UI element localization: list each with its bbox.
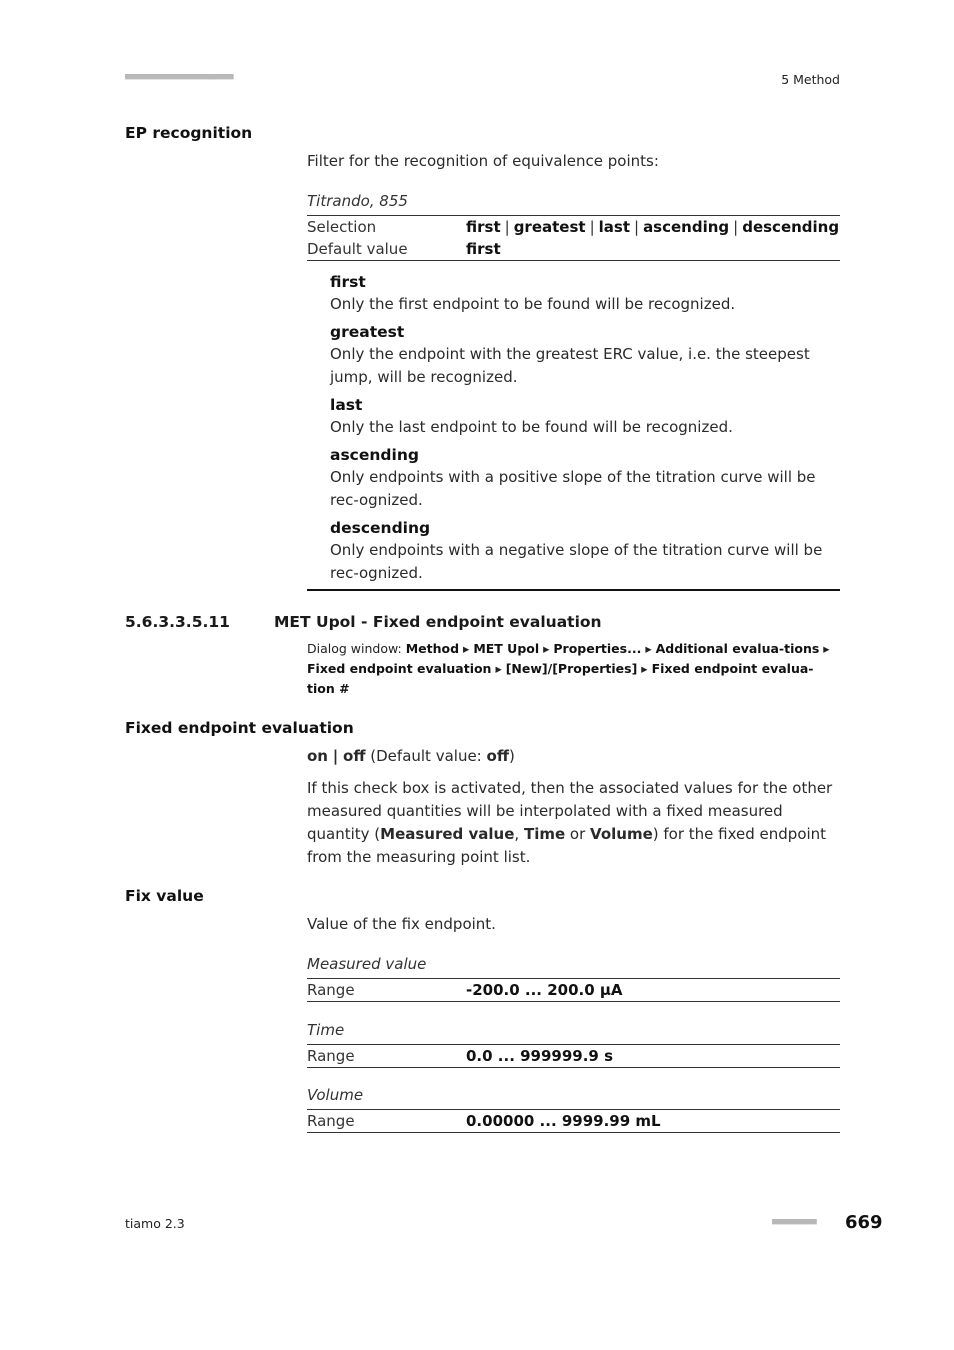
range-value: -200.0 ... 200.0 µA	[466, 981, 623, 999]
default-row	[307, 238, 840, 260]
path-arrow: ▸	[543, 641, 550, 656]
default-value: first	[466, 240, 501, 258]
value-on: on	[307, 747, 328, 765]
term-volume: Volume	[590, 825, 653, 843]
path-additional-evaluations: Additional evalua-tions	[655, 641, 820, 656]
time-table	[307, 1044, 840, 1068]
selection-row	[307, 216, 840, 238]
option-description: Only endpoints with a positive slope of the titration curve will be rec-ognized.	[330, 468, 816, 509]
path-fixed-endpoint-evaluation-number: Fixed endpoint evalua-tion #	[307, 661, 814, 696]
option-description: Only the last endpoint to be found will be recognized.	[330, 418, 733, 436]
default-label: Default value	[307, 240, 408, 258]
option-name: last	[330, 396, 363, 414]
separator: |	[589, 218, 595, 236]
option-ascending: ascending	[643, 218, 730, 236]
ep-table-label: Titrando, 855	[307, 192, 408, 210]
separator: |	[634, 218, 640, 236]
path-fixed-endpoint-evaluation: Fixed endpoint evaluation	[307, 661, 492, 676]
option-greatest: greatest	[513, 218, 586, 236]
desc-text: If this check box is activated, then the associated values for the other measured quantities will be interpolated with a fixed measured quantity (	[307, 779, 833, 843]
range-label: Range	[307, 1112, 355, 1130]
fix-value-description: Value of the fix endpoint.	[307, 915, 496, 933]
measured-value-table	[307, 978, 840, 1002]
fixed-eval-values	[307, 745, 840, 768]
fix-value-title: Fix value	[125, 887, 204, 905]
fixed-eval-description	[307, 777, 840, 869]
selection-label: Selection	[307, 218, 377, 236]
separator: |	[504, 218, 510, 236]
option-first: first	[466, 218, 501, 236]
option-description: Only the endpoint with the greatest ERC value, i.e. the steepest jump, will be recognized.	[330, 345, 810, 386]
volume-table	[307, 1109, 840, 1133]
dialog-prefix: Dialog window:	[307, 641, 402, 656]
range-row	[307, 1110, 840, 1132]
value-separator: |	[332, 747, 339, 765]
option-last: last	[598, 218, 630, 236]
time-table-label: Time	[307, 1021, 345, 1039]
range-label: Range	[307, 981, 355, 999]
path-new-properties: [New]/[Properties]	[505, 661, 638, 676]
path-arrow: ▸	[823, 641, 830, 656]
option-item	[307, 321, 840, 389]
path-arrow: ▸	[641, 661, 648, 676]
volume-table-label: Volume	[307, 1086, 364, 1104]
range-row	[307, 1045, 840, 1067]
range-row	[307, 979, 840, 1001]
path-arrow: ▸	[645, 641, 652, 656]
desc-text: ,	[514, 825, 524, 843]
ep-options-list	[307, 266, 840, 591]
default-prefix: (Default value:	[370, 747, 487, 765]
range-value: 0.0 ... 999999.9 s	[466, 1047, 614, 1065]
desc-text: or	[565, 825, 591, 843]
option-name: ascending	[330, 446, 419, 464]
option-item	[307, 517, 840, 589]
footer-product: tiamo 2.3	[125, 1216, 185, 1231]
separator: |	[733, 218, 739, 236]
option-descending: descending	[742, 218, 840, 236]
option-name: greatest	[330, 323, 405, 341]
selection-values	[466, 218, 839, 236]
option-name: first	[330, 273, 366, 291]
range-value: 0.00000 ... 9999.99 mL	[466, 1112, 661, 1130]
option-item	[307, 394, 840, 439]
page-number: 669	[845, 1212, 883, 1233]
option-description: Only endpoints with a negative slope of the titration curve will be rec-ognized.	[330, 541, 823, 582]
term-time: Time	[523, 825, 566, 843]
option-item	[307, 271, 840, 316]
value-off: off	[343, 747, 366, 765]
ep-recognition-intro: Filter for the recognition of equivalence points:	[307, 152, 659, 170]
path-arrow: ▸	[463, 641, 470, 656]
subsection-title: MET Upol - Fixed endpoint evaluation	[274, 613, 602, 631]
header-section-title: 5 Method	[781, 72, 840, 87]
option-description: Only the first endpoint to be found will be recognized.	[330, 295, 736, 313]
range-label: Range	[307, 1047, 355, 1065]
term-measured-value: Measured value	[380, 825, 515, 843]
path-arrow: ▸	[495, 661, 502, 676]
measured-value-table-label: Measured value	[307, 955, 427, 973]
footer-decoration: ■■■■■■■■■	[772, 1217, 817, 1227]
path-properties: Properties...	[553, 641, 642, 656]
path-met-upol: MET Upol	[473, 641, 540, 656]
ep-recognition-title: EP recognition	[125, 124, 253, 142]
option-item	[307, 444, 840, 512]
default-value: off	[486, 747, 509, 765]
default-suffix: )	[508, 747, 515, 765]
path-method: Method	[405, 641, 460, 656]
header-decoration: ■■■■■■■■■■■■■■■■■■■■■■	[125, 72, 234, 82]
option-name: descending	[330, 519, 431, 537]
subsection-number: 5.6.3.3.5.11	[125, 613, 230, 631]
dialog-path	[307, 639, 840, 699]
fixed-eval-title: Fixed endpoint evaluation	[125, 719, 354, 737]
desc-text: ) for the fixed endpoint from the measuring point list.	[307, 825, 827, 866]
ep-parameter-table	[307, 215, 840, 261]
